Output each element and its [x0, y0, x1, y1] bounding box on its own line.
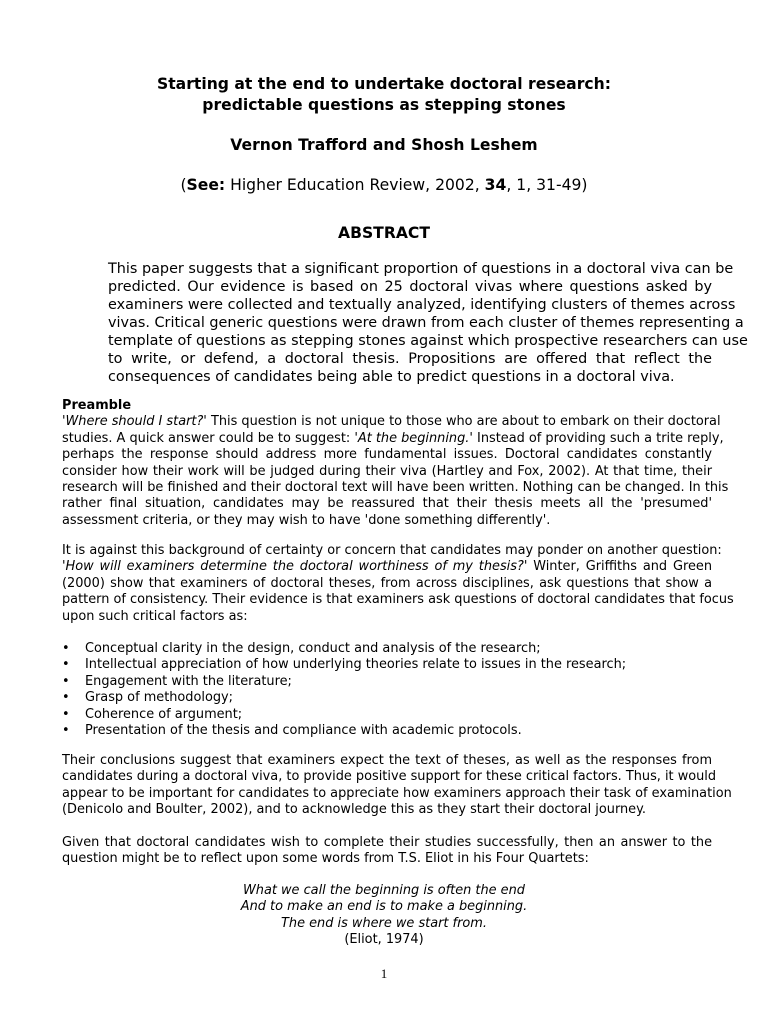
abstract-text: [108, 260, 748, 386]
paragraph-line: appear to be important for candidates to appreciate how examiners approach their task of examination: [62, 785, 732, 801]
quoted-answer: 'At the beginning.: [354, 430, 470, 446]
list-item: • Presentation of the thesis and compliance with academic protocols.: [62, 723, 702, 739]
paragraph-line: candidates during a doctoral viva, to provide positive support for these critical factors. Thus, it would: [62, 769, 717, 785]
paragraph-line: (Denicolo and Boulter, 2002), and to acknowledge this as they start their doctoral journey.: [62, 802, 647, 818]
page-number: 1: [380, 966, 388, 981]
quote-line: What we call the beginning is often the end: [243, 883, 525, 898]
title-line: predictable questions as stepping stones: [202, 96, 566, 114]
critical-factors-list: [62, 641, 702, 739]
list-item: • Grasp of methodology;: [62, 690, 702, 706]
quote-line: And to make an end is to make a beginning.: [240, 899, 528, 915]
paragraph-line: studies. A quick answer could be to suggest: 'At the beginning.' Instead of providing such a trite reply,: [62, 430, 724, 446]
abstract-line: examiners were collected and textually analyzed, identifying clusters of themes across: [108, 297, 736, 313]
paragraph-line: Given that doctoral candidates wish to complete their studies successfully, then an answer to the: [62, 835, 712, 850]
paragraph-3: [62, 753, 732, 819]
paragraph-line: rather final situation, candidates may be reassured that their thesis meets all the 'presumed': [62, 496, 712, 512]
paper-title: [0, 74, 768, 116]
paragraph-2: [62, 543, 734, 625]
citation-journal: Higher Education Review, 2002,: [225, 176, 485, 194]
quoted-question: 'Where should I start?': [62, 414, 207, 430]
list-item: • Conceptual clarity in the design, conduct and analysis of the research;: [62, 641, 702, 657]
abstract-line: This paper suggests that a significant proportion of questions in a doctoral viva can be: [108, 261, 734, 277]
quote-source: (Eliot, 1974): [344, 932, 424, 948]
citation: [0, 175, 768, 195]
paragraph-line: perhaps the response should address more fundamental issues. Doctoral candidates constantly: [62, 447, 712, 463]
citation-see: See:: [186, 176, 226, 194]
paragraph-line: It is against this background of certainty or concern that candidates may ponder on another question:: [62, 543, 722, 558]
eliot-quote: [0, 883, 768, 949]
paragraph-line: Their conclusions suggest that examiners expect the text of theses, as well as the responses from: [62, 753, 712, 768]
paragraph-line: 'How will examiners determine the doctoral worthiness of my thesis?' Winter, Griffiths and Green: [62, 559, 712, 575]
list-item: • Engagement with the literature;: [62, 674, 702, 690]
abstract-line: to write, or defend, a doctoral thesis. Propositions are offered that reflect the: [108, 351, 712, 367]
paragraph-line: pattern of consistency. Their evidence is that examiners ask questions of doctoral candidates that focus: [62, 592, 734, 608]
citation-rest: , 1, 31-49): [506, 176, 588, 194]
paragraph-4: [62, 835, 712, 868]
paragraph-line: question might be to reflect upon some words from T.S. Eliot in his Four Quartets:: [62, 851, 589, 867]
quoted-question: 'How will examiners determine the doctoral worthiness of my thesis?': [62, 559, 528, 575]
abstract-line: predicted. Our evidence is based on 25 doctoral vivas where questions asked by: [108, 279, 712, 295]
authors: Vernon Trafford and Shosh Leshem: [230, 136, 538, 154]
abstract-line: template of questions as stepping stones against which prospective researchers can use: [108, 333, 748, 349]
abstract-line: consequences of candidates being able to predict questions in a doctoral viva.: [108, 369, 675, 385]
paragraph-line: consider how their work will be judged during their viva (Hartley and Fox, 2002). At that time, their: [62, 463, 712, 479]
paragraph-line: (2000) show that examiners of doctoral theses, from across disciplines, ask questions that show a: [62, 575, 712, 591]
citation-open: (: [180, 176, 187, 194]
paragraph-line: upon such critical factors as:: [62, 608, 248, 624]
title-line: Starting at the end to undertake doctoral research:: [157, 75, 611, 93]
preamble-heading: Preamble: [62, 398, 132, 413]
paragraph-line: assessment criteria, or they may wish to have 'done something differently'.: [62, 512, 551, 528]
preamble-section: [62, 398, 729, 529]
paragraph-line: research will be finished and their doctoral text will have been written. Nothing can be changed. In this: [62, 480, 729, 496]
paragraph-line: 'Where should I start?' This question is not unique to those who are about to embark on their doctoral: [62, 414, 721, 430]
list-item: • Intellectual appreciation of how underlying theories relate to issues in the research;: [62, 657, 702, 673]
abstract-heading: ABSTRACT: [338, 224, 430, 242]
citation-volume: 34: [484, 176, 507, 194]
list-item: • Coherence of argument;: [62, 707, 702, 723]
abstract-line: vivas. Critical generic questions were drawn from each cluster of themes representing a: [108, 315, 744, 331]
quote-line: The end is where we start from.: [281, 915, 487, 931]
